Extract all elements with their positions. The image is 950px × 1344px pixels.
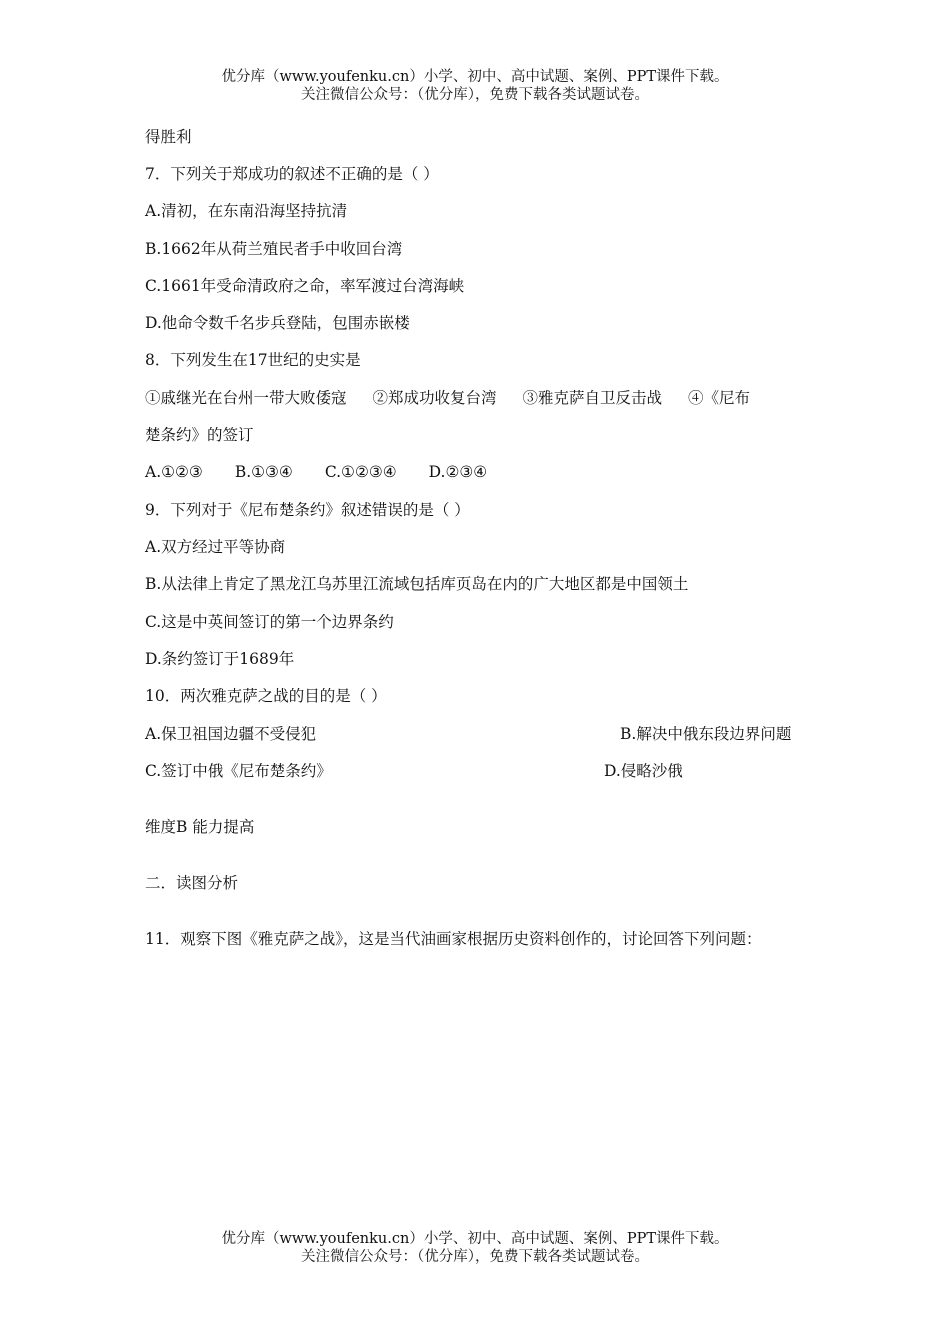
q9-stem: 9．下列对于《尼布楚条约》叙述错误的是（ ）: [145, 501, 470, 519]
q8-item-3: ③雅克萨自卫反击战: [522, 389, 663, 407]
q7-option-c: C.1661年受命清政府之命，率军渡过台湾海峡: [145, 277, 465, 295]
q8-stem: 8．下列发生在17世纪的史实是: [145, 351, 361, 369]
footer-line-2: 关注微信公众号：（优分库），免费下载各类试题试卷。: [301, 1249, 649, 1265]
q8-option-b: B.①③④: [234, 463, 293, 481]
previous-answer-tail: 得胜利: [145, 128, 192, 146]
q8-option-d: D.②③④: [428, 463, 488, 481]
section-b-heading: 维度B 能力提高: [145, 818, 255, 836]
q10-option-d: D.侵略沙俄: [604, 762, 683, 780]
header-line-1: 优分库（www.youfenku.cn）小学、初中、高中试题、案例、PPT课件下载。: [221, 69, 729, 85]
q7-stem: 7．下列关于郑成功的叙述不正确的是（ ）: [145, 165, 439, 183]
q8-options: [145, 462, 487, 482]
q11-stem: 11．观察下图《雅克萨之战》，这是当代油画家根据历史资料创作的，讨论回答下列问题：: [145, 930, 762, 948]
q9-option-c: C.这是中英间签订的第一个边界条约: [145, 613, 394, 631]
q9-option-d: D.条约签订于1689年: [145, 650, 295, 668]
q10-option-b: B.解决中俄东段边界问题: [620, 725, 792, 743]
q10-option-a: A.保卫祖国边疆不受侵犯: [145, 725, 317, 743]
section-2-heading: 二．读图分析: [145, 874, 239, 892]
q9-option-a: A.双方经过平等协商: [145, 538, 286, 556]
header-line-2: 关注微信公众号：（优分库），免费下载各类试题试卷。: [301, 87, 649, 103]
q8-item-1: ①戚继光在台州一带大败倭寇: [145, 389, 347, 407]
q8-item-2: ②郑成功收复台湾: [372, 389, 497, 407]
q8-option-c: C.①②③④: [324, 463, 397, 481]
q7-option-b: B.1662年从荷兰殖民者手中收回台湾: [145, 240, 403, 258]
footer-line-1: 优分库（www.youfenku.cn）小学、初中、高中试题、案例、PPT课件下载。: [221, 1231, 729, 1247]
q10-option-c: C.签订中俄《尼布楚条约》: [145, 762, 332, 780]
q8-option-a: A.①②③: [145, 463, 203, 481]
q9-option-b: B.从法律上肯定了黑龙江乌苏里江流域包括库页岛在内的广大地区都是中国领土: [145, 575, 689, 593]
q8-items: [145, 388, 750, 408]
q8-item-4: ④《尼布: [688, 389, 751, 407]
q7-option-a: A.清初，在东南沿海坚持抗清: [145, 202, 348, 220]
q7-option-d: D.他命令数千名步兵登陆，包围赤嵌楼: [145, 314, 410, 332]
q10-stem: 10．两次雅克萨之战的目的是（ ）: [145, 687, 387, 705]
q8-items-continued: 楚条约》的签订: [145, 426, 254, 444]
